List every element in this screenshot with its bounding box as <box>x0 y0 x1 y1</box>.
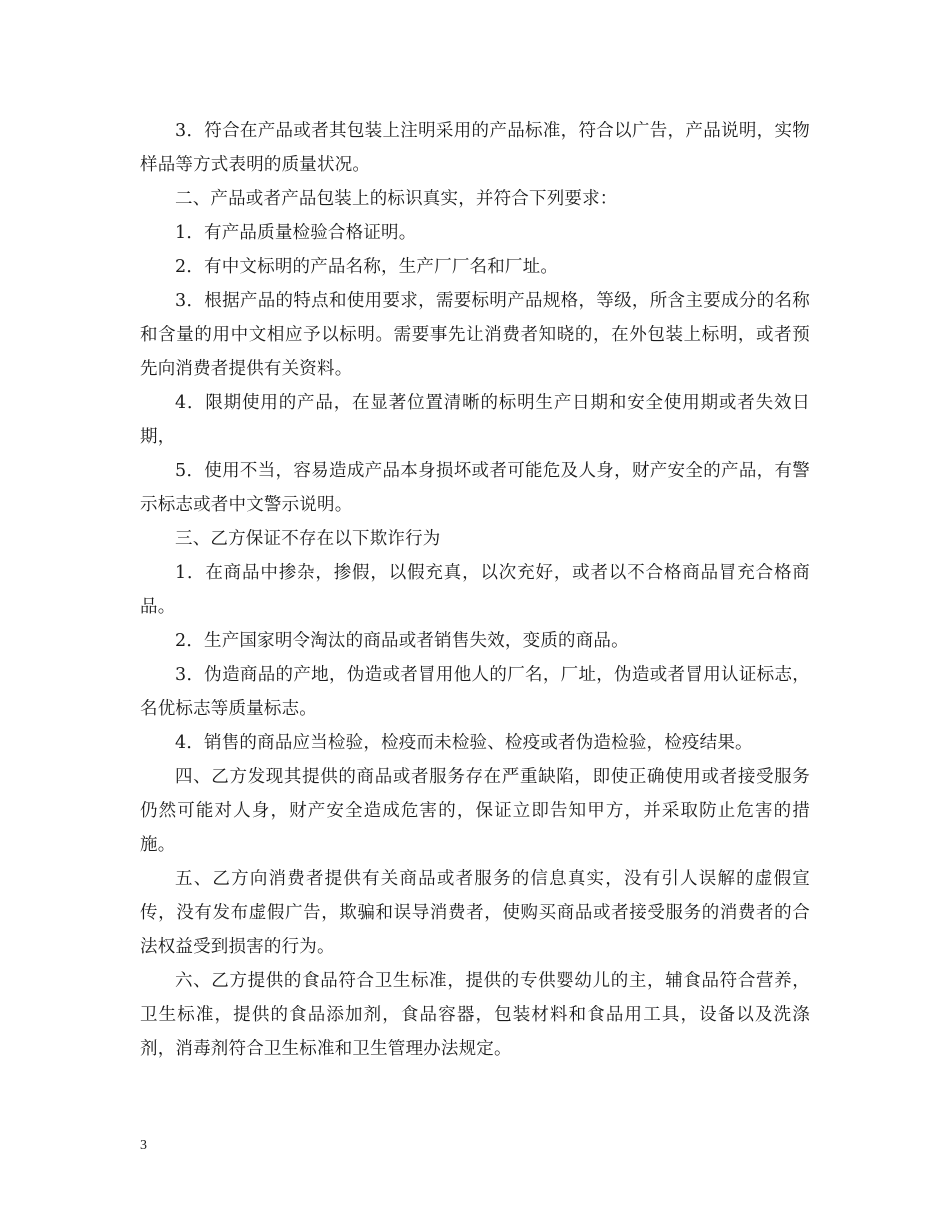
paragraph-item-1-adulteration: 1．在商品中掺杂，掺假，以假充真，以次充好，或者以不合格商品冒充合格商品。 <box>140 563 810 617</box>
paragraph-item-4-inspection: 4．销售的商品应当检验，检疫而未检验、检疫或者伪造检验，检疫结果。 <box>175 733 753 753</box>
paragraph-item-5-warning: 5．使用不当，容易造成产品本身损坏或者可能危及人身，财产安全的产品，有警示标志或者中文警示说明。 <box>140 461 810 515</box>
paragraph-item-4-expiry-date: 4．限期使用的产品，在显著位置清晰的标明生产日期和安全使用期或者失效日期， <box>140 393 810 447</box>
section-heading-food-hygiene: 六、乙方提供的食品符合卫生标准，提供的专供婴幼儿的主，辅食品符合营养，卫生标准，提供的食品添加剂，食品容器，包装材料和食品用工具，设备以及洗涤剂，消毒剂符合卫生标准和卫生管理办法规定。 <box>140 971 810 1059</box>
section-heading-labeling: 二、产品或者产品包装上的标识真实，并符合下列要求： <box>175 189 618 209</box>
section-heading-truthful-info: 五、乙方向消费者提供有关商品或者服务的信息真实，没有引人误解的虚假宣传，没有发布虚假广告，欺骗和误导消费者，使购买商品或者接受服务的消费者的合法权益受到损害的行为。 <box>140 869 810 957</box>
paragraph-item-3-forgery: 3．伪造商品的产地，伪造或者冒用他人的厂名，厂址，伪造或者冒用认证标志，名优标志等质量标志。 <box>140 665 810 719</box>
document-body <box>140 114 810 1066</box>
paragraph-item-2-chinese-name: 2．有中文标明的产品名称，生产厂厂名和厂址。 <box>175 257 559 277</box>
paragraph-item-3-specifications: 3．根据产品的特点和使用要求，需要标明产品规格，等级，所含主要成分的名称和含量的用中文相应予以标明。需要事先让消费者知晓的，在外包装上标明，或者预先向消费者提供有关资料。 <box>140 291 810 379</box>
paragraph-item-1-certificate: 1．有产品质量检验合格证明。 <box>175 223 417 243</box>
paragraph-item-3-product-standard: 3．符合在产品或者其包装上注明采用的产品标准，符合以广告，产品说明，实物样品等方式表明的质量状况。 <box>140 121 810 175</box>
section-heading-fraud: 三、乙方保证不存在以下欺诈行为 <box>175 529 441 549</box>
section-heading-defects: 四、乙方发现其提供的商品或者服务存在严重缺陷，即使正确使用或者接受服务仍然可能对人身，财产安全造成危害的，保证立即告知甲方，并采取防止危害的措施。 <box>140 767 810 855</box>
paragraph-item-2-obsolete-goods: 2．生产国家明令淘汰的商品或者销售失效，变质的商品。 <box>175 631 629 651</box>
page-number: 3 <box>140 1138 147 1153</box>
